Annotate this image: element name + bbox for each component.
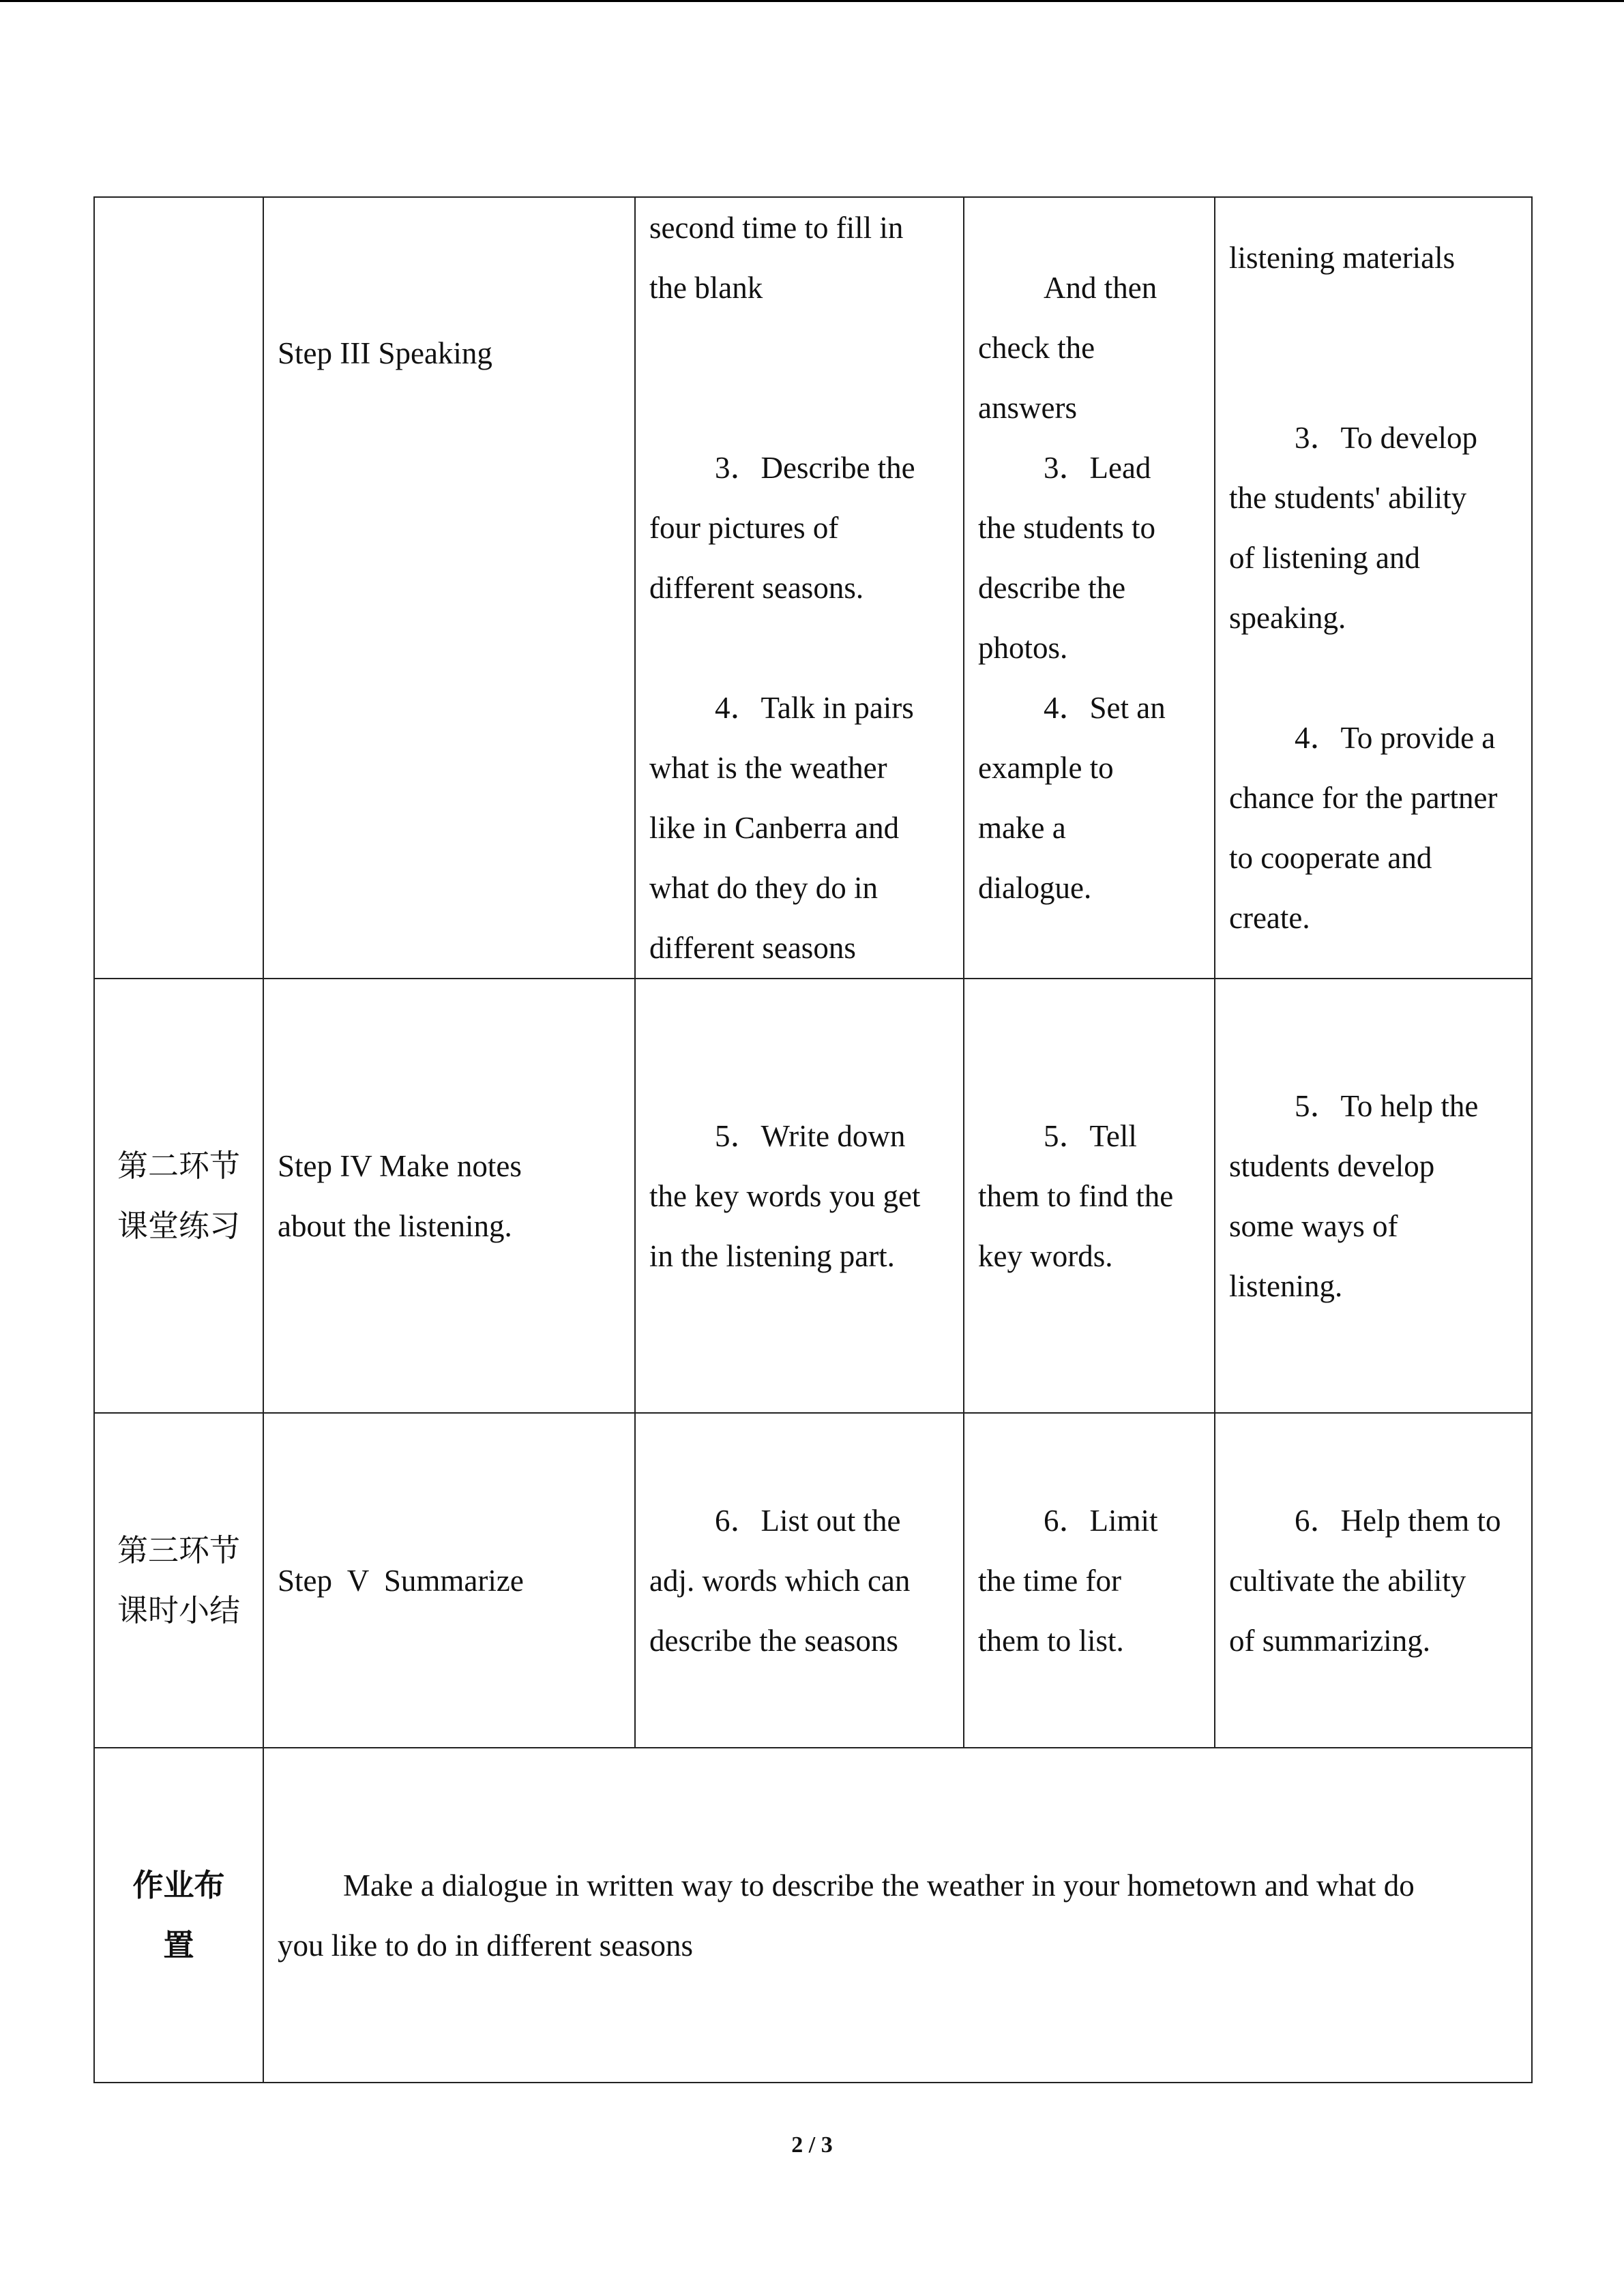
teacher-line: check the [978, 331, 1095, 365]
purpose-line: to cooperate and [1229, 841, 1432, 875]
homework-text-line: Make a dialogue in written way to describe the weather in your hometown and what do [343, 1868, 1415, 1903]
activity-cell [635, 979, 964, 1413]
section-label: 第三环节 [117, 1532, 240, 1568]
activity-line: what is the weather [649, 751, 887, 785]
purpose-line: listening materials [1229, 241, 1456, 275]
teacher-line: them to find the [978, 1178, 1174, 1213]
section-cell [94, 1413, 263, 1748]
teacher-line: example to [978, 751, 1114, 785]
section-label: 第二环节 [117, 1147, 240, 1184]
teacher-cell [964, 197, 1215, 979]
activity-line: in the listening part. [649, 1238, 895, 1273]
section-cell [94, 197, 263, 979]
purpose-cell [1215, 197, 1532, 979]
teacher-line: 5．Tell [1044, 1118, 1137, 1153]
table-row-step-3 [94, 197, 1532, 979]
activity-line: 5．Write down [715, 1118, 906, 1153]
purpose-line: 4．To provide a [1295, 721, 1496, 755]
table-row-step-5 [94, 1413, 1532, 1748]
step-cell [263, 979, 635, 1413]
table-row-homework [94, 1748, 1532, 2083]
teacher-line: describe the [978, 571, 1126, 605]
purpose-line: some ways of [1229, 1208, 1398, 1243]
teacher-line: key words. [978, 1238, 1113, 1273]
activity-line: second time to fill in [649, 211, 904, 245]
activity-line: 3．Describe the [715, 451, 915, 485]
activity-line: adj. words which can [649, 1563, 911, 1598]
teacher-line: photos. [978, 631, 1068, 665]
activity-cell [635, 1413, 964, 1748]
section-cell [94, 979, 263, 1413]
teacher-line: 3．Lead [1044, 451, 1151, 485]
page-number: 2 / 3 [791, 2132, 833, 2158]
activity-line: describe the seasons [649, 1623, 898, 1658]
homework-label: 置 [163, 1926, 194, 1963]
activity-line: different seasons. [649, 571, 864, 605]
purpose-line: 6．Help them to [1295, 1503, 1501, 1538]
purpose-line: cultivate the ability [1229, 1563, 1466, 1598]
activity-line: four pictures of [649, 511, 839, 545]
step-cell [263, 1413, 635, 1748]
teacher-line: dialogue. [978, 871, 1092, 905]
teacher-line: answers [978, 391, 1077, 425]
lesson-plan-table [93, 196, 1533, 2083]
activity-cell [635, 197, 964, 979]
teacher-line: the time for [978, 1563, 1121, 1598]
purpose-line: listening. [1229, 1268, 1343, 1303]
activity-line: the key words you get [649, 1178, 921, 1213]
teacher-line: 6．Limit [1044, 1503, 1158, 1538]
purpose-line: of listening and [1229, 541, 1420, 575]
purpose-line: of summarizing. [1229, 1623, 1430, 1658]
teacher-line: And then [1044, 271, 1157, 305]
activity-line: the blank [649, 271, 763, 305]
section-label: 课堂练习 [117, 1207, 240, 1244]
activity-line: 6．List out the [715, 1503, 901, 1538]
section-label: 课时小结 [117, 1592, 240, 1628]
teacher-cell [964, 979, 1215, 1413]
homework-label: 作业布 [132, 1866, 225, 1903]
step-title: Step V Summarize [278, 1563, 524, 1598]
teacher-line: make a [978, 811, 1066, 845]
purpose-line: 5．To help the [1295, 1088, 1479, 1123]
teacher-cell [964, 1413, 1215, 1748]
teacher-line: 4．Set an [1044, 691, 1166, 725]
purpose-line: 3．To develop [1295, 421, 1478, 455]
purpose-line: the students' ability [1229, 481, 1467, 515]
step-title: Step IV Make notes [278, 1148, 522, 1183]
purpose-line: chance for the partner [1229, 781, 1498, 815]
step-cell [263, 197, 635, 979]
step-title: about the listening. [278, 1208, 512, 1243]
homework-text-line: you like to do in different seasons [278, 1928, 694, 1963]
purpose-line: speaking. [1229, 601, 1346, 635]
homework-text-cell [263, 1748, 1532, 2083]
step-title: Step III Speaking [278, 336, 492, 370]
activity-line: what do they do in [649, 871, 878, 905]
purpose-cell [1215, 1413, 1532, 1748]
activity-line: 4．Talk in pairs [715, 691, 914, 725]
purpose-line: create. [1229, 901, 1310, 935]
teacher-line: the students to [978, 511, 1155, 545]
teacher-line: them to list. [978, 1623, 1124, 1658]
homework-label-cell [94, 1748, 263, 2083]
top-border-line [0, 0, 1624, 2]
activity-line: different seasons [649, 931, 856, 965]
activity-line: like in Canberra and [649, 811, 900, 845]
purpose-line: students develop [1229, 1148, 1435, 1183]
purpose-cell [1215, 979, 1532, 1413]
table-row-step-4 [94, 979, 1532, 1413]
